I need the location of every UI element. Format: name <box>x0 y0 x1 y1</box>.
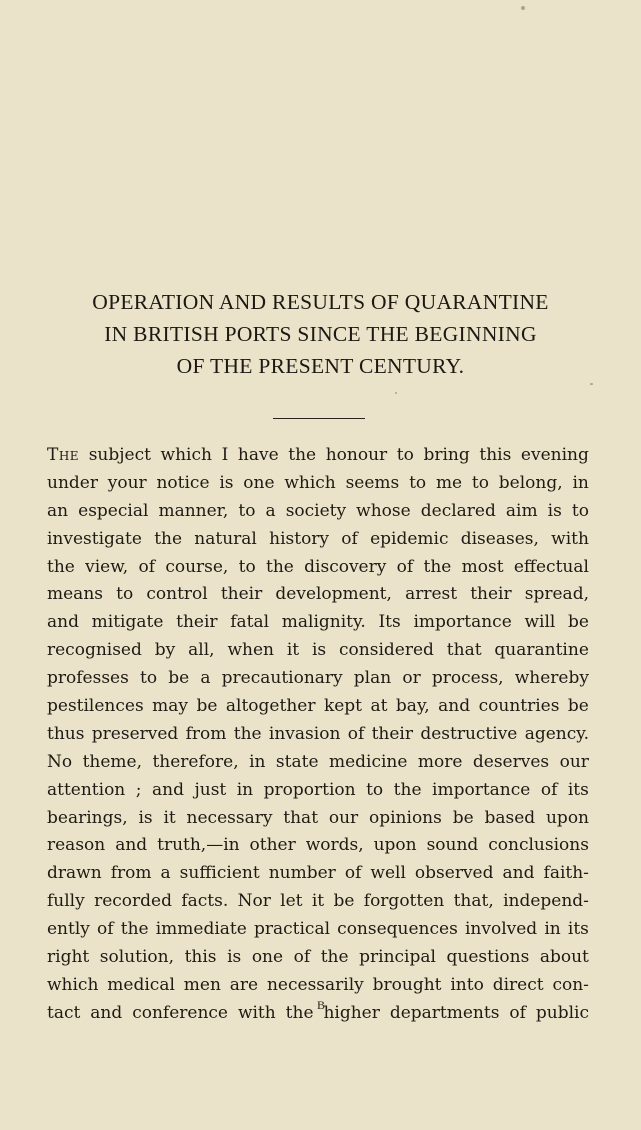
word: therefore, <box>152 751 239 772</box>
word: that <box>283 807 319 828</box>
word: agency. <box>524 723 589 744</box>
word: epidemic <box>370 528 449 549</box>
body-line <box>47 581 589 609</box>
word: brought <box>372 974 442 995</box>
body-line <box>47 832 589 860</box>
word: their <box>176 612 218 633</box>
word: declared <box>420 500 496 521</box>
chapter-title-line: OPERATION AND RESULTS OF QUARANTINE <box>92 290 549 314</box>
word: this <box>479 445 512 465</box>
word: seems <box>345 472 400 493</box>
word: and <box>115 835 148 856</box>
word: effectual <box>513 556 589 577</box>
body-line <box>47 693 589 721</box>
word: and <box>438 696 471 717</box>
word: is <box>138 807 153 828</box>
word: higher <box>323 1002 380 1023</box>
word: it <box>286 640 300 661</box>
word: number <box>268 863 336 884</box>
word: me <box>435 472 463 493</box>
word: drawn <box>47 863 102 884</box>
word: the <box>393 779 422 800</box>
word: to <box>238 556 256 577</box>
word: attention <box>47 779 126 800</box>
word: based <box>484 807 536 828</box>
word: kept <box>323 696 363 717</box>
word: the <box>266 556 294 577</box>
word: I <box>221 445 229 465</box>
word: whereby <box>514 668 589 689</box>
word: society <box>285 500 347 521</box>
word: whose <box>356 500 411 521</box>
body-line <box>47 805 589 833</box>
word: importance <box>413 612 512 633</box>
word: preserved <box>91 723 179 744</box>
word: our <box>328 807 359 828</box>
word: to <box>409 472 427 493</box>
word: about <box>539 947 589 968</box>
word: which <box>47 974 99 995</box>
word: state <box>275 751 319 772</box>
word: belong, <box>498 472 563 493</box>
word: in <box>544 919 561 940</box>
word: conclusions <box>488 835 589 856</box>
word: ently <box>47 919 90 940</box>
word: this <box>184 947 217 968</box>
word: of <box>396 556 414 577</box>
word: departments <box>389 1002 500 1023</box>
word: when <box>227 640 274 661</box>
word: principal <box>359 947 436 968</box>
word: medicine <box>328 751 408 772</box>
word: facts. <box>181 891 229 912</box>
word: is <box>227 947 242 968</box>
word: of <box>344 863 362 884</box>
word: a <box>200 668 211 689</box>
word: involved <box>464 919 538 940</box>
word: their <box>371 723 413 744</box>
word: be <box>333 891 355 912</box>
word: mitigate <box>91 612 164 633</box>
word: one <box>243 472 275 493</box>
word: your <box>107 472 147 493</box>
word: or <box>402 668 421 689</box>
chapter-title-line: IN BRITISH PORTS SINCE THE BEGINNING <box>104 322 537 346</box>
word: that, <box>453 891 494 912</box>
word: of <box>540 779 558 800</box>
word: altogether <box>225 696 316 717</box>
word: bring <box>423 445 470 465</box>
word: necessary <box>186 807 273 828</box>
word: with <box>551 528 589 549</box>
word: pestilences <box>47 696 144 717</box>
signature-mark: B <box>316 998 325 1012</box>
word: Nor <box>237 891 271 912</box>
word: be <box>567 696 589 717</box>
word: deserves <box>472 751 550 772</box>
word: No <box>47 751 73 772</box>
word: manner, <box>158 500 229 521</box>
word: immediate <box>155 919 247 940</box>
body-line <box>47 637 589 665</box>
word: to <box>238 500 256 521</box>
word: thus <box>47 723 85 744</box>
word: words, <box>305 835 364 856</box>
word: necessarily <box>266 974 364 995</box>
chapter-title <box>0 286 641 382</box>
word: observed <box>414 863 494 884</box>
word: especial <box>78 500 149 521</box>
word: an <box>47 500 69 521</box>
word: truth,—in <box>157 835 240 856</box>
word: discovery <box>304 556 387 577</box>
body-line <box>47 665 589 693</box>
word: theme, <box>82 751 143 772</box>
word: of <box>138 556 156 577</box>
word: and <box>152 779 184 800</box>
word: be <box>568 612 589 633</box>
word: the <box>47 556 75 577</box>
word: in <box>249 751 266 772</box>
word: fully <box>47 891 85 912</box>
paper-speck <box>590 383 593 385</box>
word: solution, <box>99 947 174 968</box>
word: one <box>251 947 284 968</box>
word: control <box>146 584 208 605</box>
word: tact <box>47 1002 81 1023</box>
word: sufficient <box>179 863 260 884</box>
word: arrest <box>405 584 458 605</box>
word: means <box>47 584 103 605</box>
opening-word: The <box>47 445 80 465</box>
word: fatal <box>230 612 270 633</box>
word: may <box>152 696 189 717</box>
word: sound <box>426 835 479 856</box>
word: evening <box>520 445 589 465</box>
word: and <box>90 1002 123 1023</box>
word: aim <box>505 500 538 521</box>
word: to <box>396 445 414 465</box>
word: spread, <box>524 584 589 605</box>
word: a <box>160 863 171 884</box>
word: are <box>229 974 259 995</box>
body-line <box>47 609 589 637</box>
word: have <box>237 445 279 465</box>
word: view, <box>85 556 129 577</box>
word: malignity. <box>281 612 366 633</box>
body-line <box>47 888 589 916</box>
word: which <box>160 445 212 465</box>
body-line <box>47 749 589 777</box>
word: be <box>452 807 474 828</box>
word: their <box>470 584 512 605</box>
word: of <box>347 723 365 744</box>
body-line <box>47 916 589 944</box>
word: bay, <box>395 696 430 717</box>
word: a <box>265 500 276 521</box>
word: the <box>120 919 149 940</box>
word: men <box>183 974 221 995</box>
word: and <box>47 612 79 633</box>
word: the <box>288 445 317 465</box>
word: consequences <box>337 919 458 940</box>
body-line <box>47 554 589 582</box>
word: all, <box>188 640 215 661</box>
body-paragraph <box>47 442 589 1028</box>
word: the <box>285 1002 314 1023</box>
word: quarantine <box>494 640 589 661</box>
word: it <box>311 891 325 912</box>
word: of <box>293 947 311 968</box>
word: its <box>567 779 589 800</box>
word: with <box>237 1002 276 1023</box>
word: in <box>572 472 589 493</box>
word: upon <box>545 807 589 828</box>
body-line <box>47 944 589 972</box>
word: will <box>524 612 556 633</box>
word: of <box>341 528 358 549</box>
word: from <box>110 863 152 884</box>
word: be <box>196 696 218 717</box>
word: investigate <box>47 528 142 549</box>
word: honour <box>325 445 388 465</box>
word: and <box>502 863 535 884</box>
word: direct <box>492 974 544 995</box>
word: diseases, <box>460 528 539 549</box>
word: it <box>163 807 176 828</box>
word: which <box>284 472 336 493</box>
word: history <box>269 528 330 549</box>
word: is <box>219 472 234 493</box>
body-line <box>47 498 589 526</box>
word: by <box>154 640 176 661</box>
word: is <box>311 640 327 661</box>
word: proportion <box>263 779 356 800</box>
body-line <box>47 777 589 805</box>
word: bearings, <box>47 807 128 828</box>
word: of <box>97 919 114 940</box>
word: course, <box>165 556 229 577</box>
word: recognised <box>47 640 142 661</box>
body-line <box>47 442 589 470</box>
word: our <box>559 751 589 772</box>
word: faith- <box>543 863 589 884</box>
body-line <box>47 860 589 888</box>
word: countries <box>478 696 560 717</box>
word: at <box>370 696 388 717</box>
word: the <box>233 723 262 744</box>
word: more <box>417 751 463 772</box>
word: medical <box>107 974 175 995</box>
word: independ- <box>503 891 589 912</box>
word: process, <box>431 668 504 689</box>
word: the <box>320 947 349 968</box>
word: their <box>220 584 263 605</box>
word: other <box>249 835 296 856</box>
word: the <box>423 556 452 577</box>
word: the <box>154 528 183 549</box>
word: to <box>571 500 589 521</box>
word: right <box>47 947 90 968</box>
word: invasion <box>268 723 341 744</box>
body-line <box>47 721 589 749</box>
word: plan <box>353 668 392 689</box>
word: questions <box>446 947 530 968</box>
word: development, <box>275 584 392 605</box>
paper-speck <box>521 6 525 10</box>
word: public <box>535 1002 589 1023</box>
word: notice <box>156 472 210 493</box>
word: precautionary <box>221 668 343 689</box>
word: opinions <box>369 807 442 828</box>
word: is <box>547 500 562 521</box>
title-divider <box>273 418 365 419</box>
word: con- <box>552 974 589 995</box>
word: to <box>471 472 489 493</box>
word: well <box>370 863 406 884</box>
word: let <box>280 891 303 912</box>
word: ; <box>135 779 142 800</box>
word: under <box>47 472 98 493</box>
word: reason <box>47 835 106 856</box>
word: recorded <box>94 891 172 912</box>
word: just <box>194 779 227 800</box>
word: to <box>140 668 158 689</box>
word: to <box>116 584 134 605</box>
word: conference <box>132 1002 228 1023</box>
word: be <box>168 668 190 689</box>
body-line <box>47 470 589 498</box>
word: importance <box>432 779 531 800</box>
word: that <box>446 640 482 661</box>
word: from <box>185 723 227 744</box>
word: considered <box>339 640 434 661</box>
word: destructive <box>420 723 518 744</box>
word: its <box>567 919 589 940</box>
word: Its <box>378 612 401 633</box>
word: to <box>366 779 384 800</box>
word: subject <box>88 445 151 465</box>
word: upon <box>373 835 417 856</box>
chapter-title-line: OF THE PRESENT CENTURY. <box>176 354 465 378</box>
paper-speck <box>395 392 397 394</box>
word: into <box>450 974 484 995</box>
word: forgotten <box>363 891 445 912</box>
body-line <box>47 972 589 1000</box>
word: of <box>509 1002 526 1023</box>
word: in <box>236 779 254 800</box>
word: practical <box>253 919 331 940</box>
body-line <box>47 526 589 554</box>
word: natural <box>194 528 257 549</box>
word: most <box>461 556 504 577</box>
word: professes <box>47 668 129 689</box>
